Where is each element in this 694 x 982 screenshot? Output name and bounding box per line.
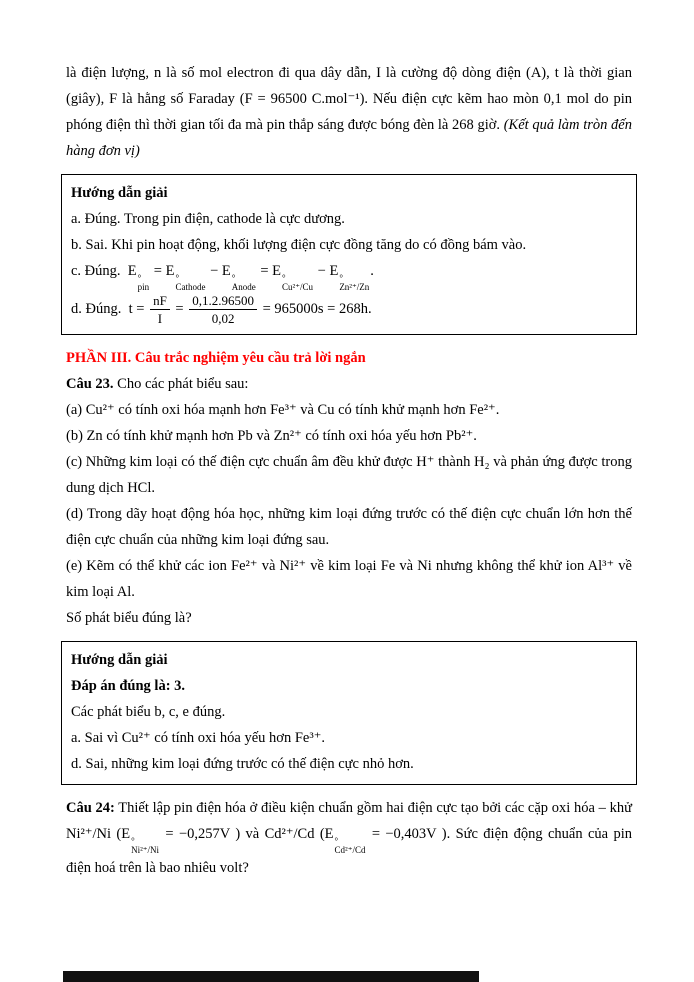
solution-1-title: Hướng dẫn giải: [71, 185, 168, 201]
q24-label: Câu 24:: [66, 800, 115, 816]
solution-2-answer: Đáp án đúng là: 3.: [71, 678, 186, 694]
solution-2-line-1: Các phát biểu b, c, e đúng.: [71, 704, 226, 720]
intro-text: là điện lượng, n là số mol electron đi qua dây dẫn, I là cường độ dòng điện (A), t là thời gian (giây), F là hằng số Faraday (F = 96500 C.mol⁻¹). Nếu điện cực kẽm hao mòn 0,1 mol do pin phóng điện thì thời gian tối đa mà pin thắp sáng được bóng đèn là 268 giờ.: [66, 65, 632, 133]
q23-statement-b: (b) Zn có tính khử mạnh hơn Pb và Zn²⁺ có tính oxi hóa yếu hơn Pb²⁺.: [66, 428, 477, 444]
solution-1-line-d: d. Đúng. t = $\frac{nF}{I}$ = $\frac{0,1.2.96500}{0,02}$ = 965000s = 268h.: [71, 293, 372, 326]
q23-intro-paragraph: [66, 371, 632, 397]
solution-2-line-3: d. Sai, những kim loại đứng trước có thế điện cực nhỏ hơn.: [71, 756, 414, 772]
q24-text: Thiết lập pin điện hóa ở điều kiện chuẩn gồm hai điện cực tạo bởi các cặp oxi hóa – khử Ni²⁺/Ni (E ° Ni²⁺/Ni = −0,257V ) và Cd²⁺/Cd (E ° Cd²⁺/Cd = −0,403V ). Sức điện động chuẩn của pin điện hoá trên là bao nhiêu volt?: [66, 800, 632, 876]
q23-intro-text: Cho các phát biểu sau:: [113, 376, 249, 392]
q23-statement-d: (d) Trong dãy hoạt động hóa học, những kim loại đứng trước có thế điện cực chuẩn lớn hơn thế điện cực chuẩn của những kim loại đứng sau.: [66, 506, 632, 548]
q23-statement-e: (e) Kẽm có thể khử các ion Fe²⁺ và Ni²⁺ về kim loại Fe và Ni nhưng không thể khử ion Al³⁺ về kim loại Al.: [66, 558, 632, 600]
q23-question-line: Số phát biểu đúng là?: [66, 610, 192, 626]
solution-1-line-a: a. Đúng. Trong pin điện, cathode là cực dương.: [71, 211, 345, 227]
solution-2-line-2: a. Sai vì Cu²⁺ có tính oxi hóa yếu hơn Fe³⁺.: [71, 730, 325, 746]
solution-2-title: Hướng dẫn giải: [71, 652, 168, 668]
intro-paragraph: [66, 60, 632, 164]
q23-statement-a: (a) Cu²⁺ có tính oxi hóa mạnh hơn Fe³⁺ và Cu có tính khử mạnh hơn Fe²⁺.: [66, 402, 500, 418]
intro-note-italic: (Kết quả làm tròn đến hàng đơn vị): [66, 117, 632, 159]
solution-box-1: [61, 174, 637, 335]
q23-statement-c: (c) Những kim loại có thế điện cực chuẩn âm đều khử được H⁺ thành H₂ và phản ứng được trong dung dịch HCl.: [66, 454, 632, 496]
solution-box-2: [61, 641, 637, 785]
q24-paragraph: [66, 795, 632, 881]
q23-label: Câu 23.: [66, 376, 114, 392]
solution-1-line-b: b. Sai. Khi pin hoạt động, khối lượng điện cực đồng tăng do có đồng bám vào.: [71, 237, 527, 253]
section-3-heading: PHẦN III. Câu trắc nghiệm yêu cầu trả lời ngắn: [66, 350, 366, 366]
page-bottom-partial-element: [63, 971, 479, 982]
solution-1-line-c: c. Đúng. E ° pin = E ° Cathode − E ° Anode = E ° Cu²⁺/Cu − E ° Zn²⁺/Zn .: [71, 263, 374, 292]
